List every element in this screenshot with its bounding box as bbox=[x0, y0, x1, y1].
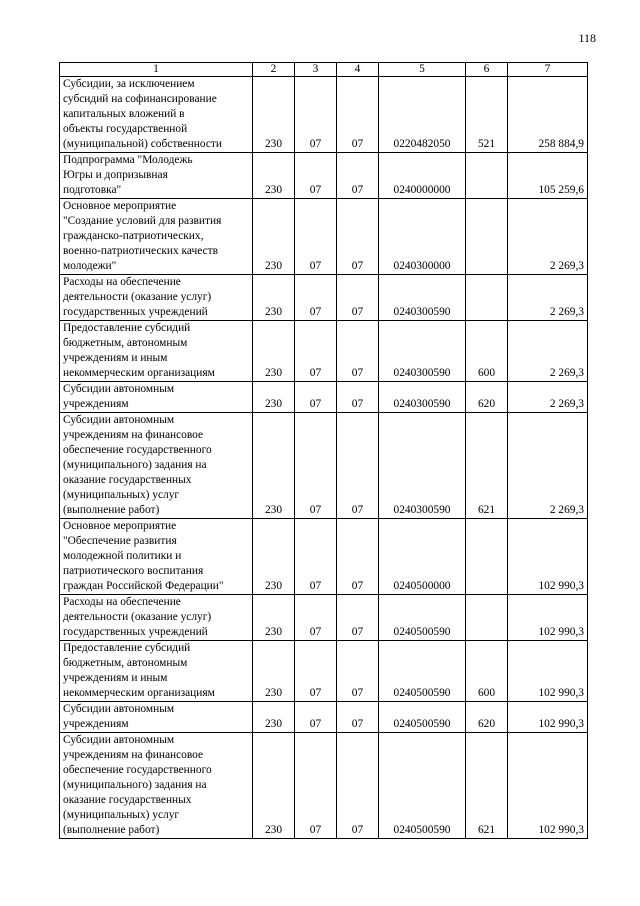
table-row bbox=[60, 519, 588, 595]
section-code-cell: 07 bbox=[295, 519, 337, 595]
row-name-cell: Субсидии автономным учреждениям bbox=[60, 702, 253, 733]
amount-cell: 2 269,3 bbox=[508, 199, 588, 275]
row-name-cell: Основное мероприятие "Обеспечение развития молодежной политики и патриотического воспитания граждан Российской Федерации" bbox=[60, 519, 253, 595]
expense-type-cell: 621 bbox=[466, 733, 508, 839]
target-code-cell: 0240300590 bbox=[379, 275, 466, 321]
ministry-code-cell: 230 bbox=[253, 641, 295, 702]
amount-cell: 102 990,3 bbox=[508, 641, 588, 702]
section-code-cell: 07 bbox=[295, 641, 337, 702]
expense-type-cell: 621 bbox=[466, 413, 508, 519]
amount-cell: 2 269,3 bbox=[508, 413, 588, 519]
section-code-cell: 07 bbox=[295, 275, 337, 321]
section-code-cell: 07 bbox=[295, 413, 337, 519]
ministry-code-cell: 230 bbox=[253, 153, 295, 199]
expense-type-cell: 600 bbox=[466, 641, 508, 702]
expense-type-cell: 620 bbox=[466, 702, 508, 733]
amount-cell: 258 884,9 bbox=[508, 77, 588, 153]
target-code-cell: 0240300590 bbox=[379, 382, 466, 413]
table-row bbox=[60, 382, 588, 413]
section-code-cell: 07 bbox=[295, 199, 337, 275]
header-cell: 7 bbox=[508, 63, 588, 77]
row-name-cell: Основное мероприятие "Создание условий для развития гражданско-патриотических, военно-патриотических качеств молодежи" bbox=[60, 199, 253, 275]
row-name-cell: Расходы на обеспечение деятельности (оказание услуг) государственных учреждений bbox=[60, 275, 253, 321]
header-cell: 2 bbox=[253, 63, 295, 77]
subsection-code-cell: 07 bbox=[337, 519, 379, 595]
header-cell: 5 bbox=[379, 63, 466, 77]
section-code-cell: 07 bbox=[295, 702, 337, 733]
header-row bbox=[60, 63, 588, 77]
target-code-cell: 0240500590 bbox=[379, 733, 466, 839]
ministry-code-cell: 230 bbox=[253, 595, 295, 641]
row-name-cell: Субсидии автономным учреждениям на финансовое обеспечение государственного (муниципального) задания на оказание государственных (муниципальных) услуг (выполнение работ) bbox=[60, 413, 253, 519]
amount-cell: 102 990,3 bbox=[508, 519, 588, 595]
subsection-code-cell: 07 bbox=[337, 733, 379, 839]
amount-cell: 2 269,3 bbox=[508, 275, 588, 321]
expense-type-cell bbox=[466, 199, 508, 275]
header-cell: 6 bbox=[466, 63, 508, 77]
table-row bbox=[60, 413, 588, 519]
table-row bbox=[60, 275, 588, 321]
expense-type-cell bbox=[466, 275, 508, 321]
table-row bbox=[60, 733, 588, 839]
row-name-cell: Предоставление субсидий бюджетным, автономным учреждениям и иным некоммерческим организациям bbox=[60, 641, 253, 702]
target-code-cell: 0240300590 bbox=[379, 413, 466, 519]
table-row bbox=[60, 595, 588, 641]
subsection-code-cell: 07 bbox=[337, 641, 379, 702]
table-row bbox=[60, 321, 588, 382]
ministry-code-cell: 230 bbox=[253, 275, 295, 321]
section-code-cell: 07 bbox=[295, 153, 337, 199]
subsection-code-cell: 07 bbox=[337, 382, 379, 413]
amount-cell: 102 990,3 bbox=[508, 702, 588, 733]
subsection-code-cell: 07 bbox=[337, 275, 379, 321]
expense-type-cell: 521 bbox=[466, 77, 508, 153]
table-row bbox=[60, 77, 588, 153]
target-code-cell: 0240500590 bbox=[379, 702, 466, 733]
amount-cell: 2 269,3 bbox=[508, 382, 588, 413]
amount-cell: 102 990,3 bbox=[508, 733, 588, 839]
amount-cell: 102 990,3 bbox=[508, 595, 588, 641]
ministry-code-cell: 230 bbox=[253, 382, 295, 413]
table-row bbox=[60, 702, 588, 733]
ministry-code-cell: 230 bbox=[253, 321, 295, 382]
row-name-cell: Подпрограмма "Молодежь Югры и допризывная подготовка" bbox=[60, 153, 253, 199]
target-code-cell: 0240500590 bbox=[379, 595, 466, 641]
target-code-cell: 0240300000 bbox=[379, 199, 466, 275]
ministry-code-cell: 230 bbox=[253, 733, 295, 839]
ministry-code-cell: 230 bbox=[253, 702, 295, 733]
expense-type-cell bbox=[466, 519, 508, 595]
subsection-code-cell: 07 bbox=[337, 413, 379, 519]
section-code-cell: 07 bbox=[295, 77, 337, 153]
expense-type-cell: 620 bbox=[466, 382, 508, 413]
table-row bbox=[60, 199, 588, 275]
table-row bbox=[60, 153, 588, 199]
amount-cell: 2 269,3 bbox=[508, 321, 588, 382]
target-code-cell: 0220482050 bbox=[379, 77, 466, 153]
header-cell: 3 bbox=[295, 63, 337, 77]
ministry-code-cell: 230 bbox=[253, 77, 295, 153]
page-number: 118 bbox=[578, 31, 596, 45]
row-name-cell: Предоставление субсидий бюджетным, автономным учреждениям и иным некоммерческим организациям bbox=[60, 321, 253, 382]
ministry-code-cell: 230 bbox=[253, 413, 295, 519]
amount-cell: 105 259,6 bbox=[508, 153, 588, 199]
section-code-cell: 07 bbox=[295, 382, 337, 413]
row-name-cell: Расходы на обеспечение деятельности (оказание услуг) государственных учреждений bbox=[60, 595, 253, 641]
subsection-code-cell: 07 bbox=[337, 595, 379, 641]
row-name-cell: Субсидии автономным учреждениям на финансовое обеспечение государственного (муниципального) задания на оказание государственных (муниципальных) услуг (выполнение работ) bbox=[60, 733, 253, 839]
ministry-code-cell: 230 bbox=[253, 199, 295, 275]
target-code-cell: 0240500590 bbox=[379, 641, 466, 702]
section-code-cell: 07 bbox=[295, 733, 337, 839]
subsection-code-cell: 07 bbox=[337, 77, 379, 153]
subsection-code-cell: 07 bbox=[337, 153, 379, 199]
section-code-cell: 07 bbox=[295, 321, 337, 382]
ministry-code-cell: 230 bbox=[253, 519, 295, 595]
expense-type-cell bbox=[466, 153, 508, 199]
subsection-code-cell: 07 bbox=[337, 702, 379, 733]
budget-table bbox=[59, 62, 588, 839]
expense-type-cell: 600 bbox=[466, 321, 508, 382]
expense-type-cell bbox=[466, 595, 508, 641]
target-code-cell: 0240300590 bbox=[379, 321, 466, 382]
table-row bbox=[60, 641, 588, 702]
header-cell: 1 bbox=[60, 63, 253, 77]
subsection-code-cell: 07 bbox=[337, 321, 379, 382]
header-cell: 4 bbox=[337, 63, 379, 77]
target-code-cell: 0240000000 bbox=[379, 153, 466, 199]
row-name-cell: Субсидии, за исключением субсидий на софинансирование капитальных вложений в объекты государственной (муниципальной) собственности bbox=[60, 77, 253, 153]
section-code-cell: 07 bbox=[295, 595, 337, 641]
subsection-code-cell: 07 bbox=[337, 199, 379, 275]
target-code-cell: 0240500000 bbox=[379, 519, 466, 595]
row-name-cell: Субсидии автономным учреждениям bbox=[60, 382, 253, 413]
